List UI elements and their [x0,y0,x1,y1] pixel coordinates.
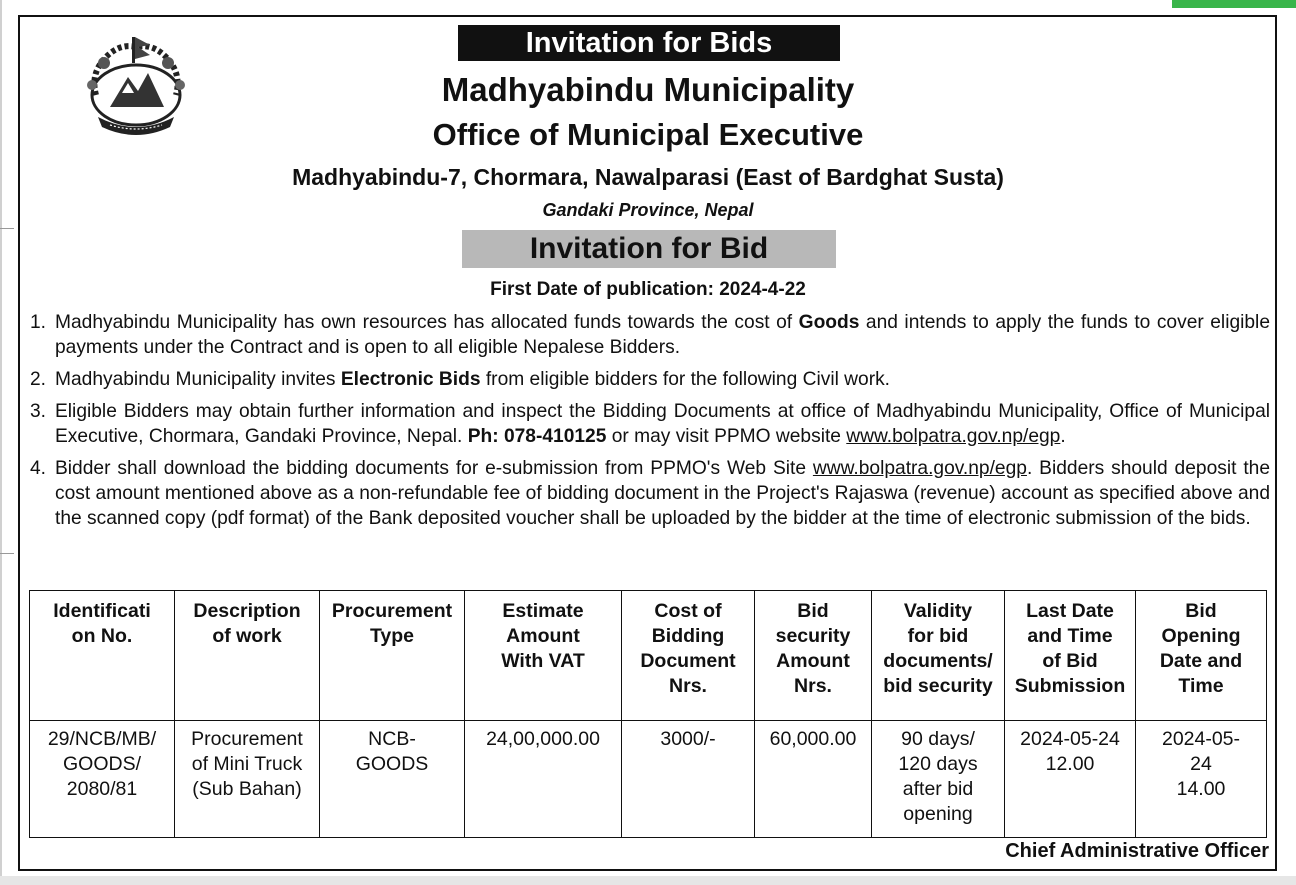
clause-text: Madhyabindu Municipality has own resources has allocated funds towards the cost of [55,312,799,333]
invitation-banner: Invitation for Bids [458,25,840,61]
page-edge-tick [0,228,14,229]
office-name: Office of Municipal Executive [432,117,864,152]
signatory-title: Chief Administrative Officer [1005,840,1269,862]
table-cell: NCB- GOODS [320,721,465,838]
column-header: Estimate Amount With VAT [465,591,622,721]
table-row [30,721,1267,838]
ppmo-link[interactable]: www.bolpatra.gov.np/egp [846,426,1061,447]
clause-bold: Electronic Bids [340,369,481,390]
page-bottom-band [0,876,1296,885]
table-cell: 60,000.00 [755,721,872,838]
clause-item [30,367,1270,392]
publication-date: First Date of publication: 2024-4-22 [490,279,806,300]
top-accent-bar [1172,0,1296,8]
clause-list [30,310,1270,538]
municipality-name: Madhyabindu Municipality [441,71,855,108]
province-line: Gandaki Province, Nepal [542,200,754,220]
clause-number: 2. [30,369,47,390]
table-cell: 29/NCB/MB/ GOODS/ 2080/81 [30,721,175,838]
clause-bold: Ph: 078-410125 [467,426,607,447]
table-body [30,721,1267,838]
clause-text: Madhyabindu Municipality invites [55,369,341,390]
table-cell: 90 days/ 120 days after bid opening [872,721,1005,838]
page-edge-tick [0,553,14,554]
clause-number: 1. [30,312,47,333]
clause-text: Eligible Bidders may obtain further information and inspect the Bidding Documents at office of Madhyabindu Municipality, Office of Municipal Executive, Chormara, Gandaki Province, Nepal. [55,401,1270,447]
table-cell: 3000/- [622,721,755,838]
clause-item [30,399,1270,449]
column-header: Last Date and Time of Bid Submission [1005,591,1136,721]
table-cell: Procurement of Mini Truck (Sub Bahan) [175,721,320,838]
table-cell: 24,00,000.00 [465,721,622,838]
ppmo-link[interactable]: www.bolpatra.gov.np/egp [812,458,1027,479]
clause-text: from eligible bidders for the following Civil work. [480,369,891,390]
clause-text: Bidder shall download the bidding documents for e-submission from PPMO's Web Site [55,458,813,479]
clause-number: 3. [30,401,47,422]
column-header: Cost of Bidding Document Nrs. [622,591,755,721]
clause-text: . Bidders should deposit the cost amount mentioned above as a non-refundable fee of bidding document in the Project's Rajaswa (revenue) account as specified above and the scanned copy (pdf format) of the Bank deposited voucher shall be uploaded by the bidder at the time of electronic submission of the bids. [55,458,1270,529]
clause-item [30,310,1270,360]
table-header-row [30,591,1267,721]
column-header: Identificati on No. [30,591,175,721]
table-cell: 2024-05- 24 14.00 [1136,721,1267,838]
clause-text: or may visit PPMO website [606,426,847,447]
office-address: Madhyabindu-7, Chormara, Nawalparasi (East of Bardghat Susta) [292,164,1004,190]
clause-text: . [1060,426,1066,447]
column-header: Procurement Type [320,591,465,721]
table-cell: 2024-05-24 12.00 [1005,721,1136,838]
clause-bold: Goods [798,312,860,333]
clause-number: 4. [30,458,47,479]
clause-text: and intends to apply the funds to cover eligible payments under the Contract and is open to all eligible Nepalese Bidders. [55,312,1270,358]
column-header: Description of work [175,591,320,721]
bid-table [29,590,1267,838]
notice-title: Invitation for Bid [462,230,836,268]
column-header: Bid security Amount Nrs. [755,591,872,721]
clause-item [30,456,1270,531]
column-header: Validity for bid documents/ bid security [872,591,1005,721]
column-header: Bid Opening Date and Time [1136,591,1267,721]
